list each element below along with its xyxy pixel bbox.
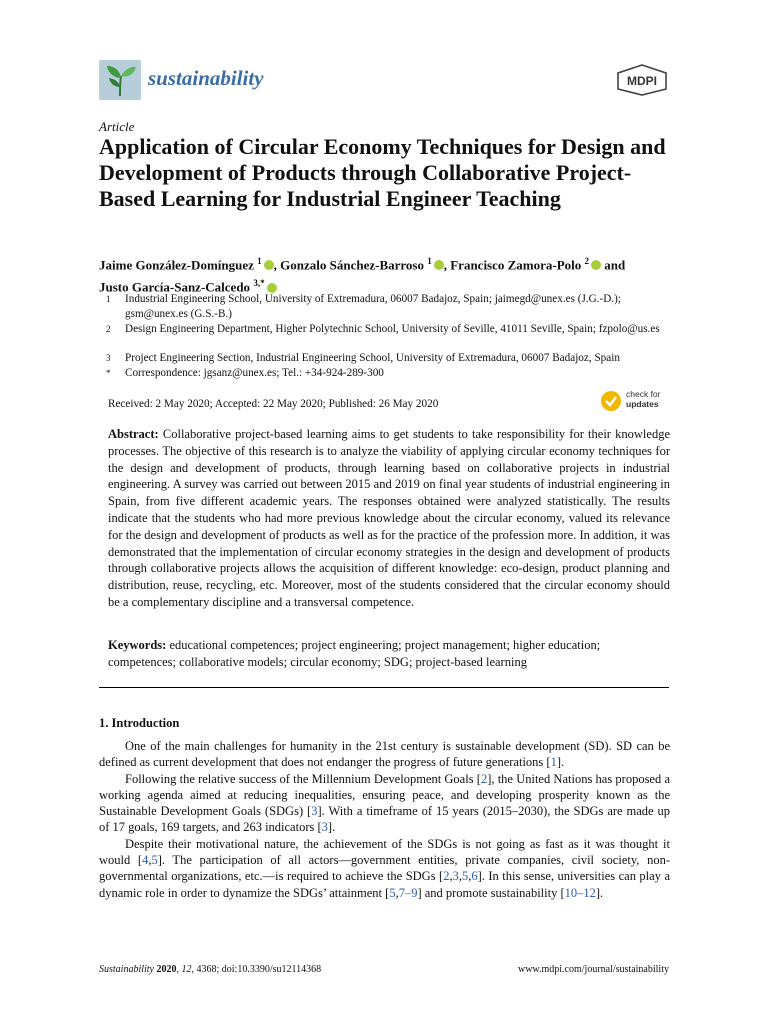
- paragraph-text: Following the relative success of the Millennium Development Goals [: [125, 771, 481, 786]
- author-list: [99, 252, 674, 297]
- keywords: [108, 637, 670, 671]
- mdpi-logo: [615, 64, 669, 96]
- check-updates-line1: check for: [626, 389, 661, 399]
- paragraph-text: ].: [327, 820, 336, 835]
- author-name[interactable]: Jaime González-Domínguez: [99, 257, 254, 273]
- keywords-text: educational competences; project engineering; project management; higher education; competences; collaborative models; circular economy; SDG; project-based learning: [108, 638, 601, 669]
- orcid-icon[interactable]: [434, 260, 444, 270]
- leaf-icon: [99, 60, 141, 100]
- divider: [99, 687, 669, 688]
- citation-link[interactable]: 2: [480, 771, 488, 786]
- author-affiliation-mark: 3,*: [253, 278, 265, 289]
- orcid-icon[interactable]: [264, 260, 274, 270]
- author-affiliation-mark: 1: [427, 256, 432, 266]
- paragraph: [99, 738, 670, 771]
- journal-logo: [99, 60, 141, 100]
- paragraph-text: ]. The participation of all actors—government entities, private companies, civil society, non-governmental organizations, etc.—is required to achieve the SDGs [: [99, 853, 670, 884]
- citation-link[interactable]: 4: [142, 853, 149, 868]
- citation-link[interactable]: 10–12: [564, 885, 596, 900]
- citation-link[interactable]: 2: [443, 869, 450, 884]
- abstract-text: Collaborative project-based learning aims to get students to take responsibility for their knowledge processes. The objective of this research is to analyze the viability of applying circular economy techniques for the design and development of products, through learning based on collaborative projects in industrial engineering. A survey was carried out between 2015 and 2019 on final year students of industrial engineering in Spain, from five different academic years. The responses obtained were analyzed statistically. The results indicate that the students who had more previous knowledge about the circular economy, valued its relevance for the design and development of products as well as for the practice of the profession more. In addition, it was demonstrated that the implementation of circular economy strategies in the design and development of products through collaborative projects allows the acquisition of different knowledge: eco-design, product planning and distribution, reuse, recycling, etc. Moreover, most of the students considered that the circular economy should be a complementary discipline and a transversal competence.: [108, 427, 670, 609]
- paragraph: [99, 836, 670, 901]
- paragraph-text: Despite their motivational nature, the achievement of the SDGs is not going as fast as it was thought it would [: [99, 836, 670, 868]
- paragraph-text: ,: [148, 853, 152, 868]
- author-separator: ,: [273, 257, 281, 273]
- affiliation-number: 3: [106, 353, 111, 363]
- author-affiliation-mark: 1: [257, 256, 262, 266]
- orcid-icon[interactable]: [591, 260, 601, 270]
- journal-name: sustainability: [148, 66, 264, 90]
- author-separator: ,: [443, 257, 451, 273]
- author-separator: and: [601, 257, 626, 273]
- paragraph-text: ].: [595, 885, 604, 900]
- affiliation: [99, 351, 671, 366]
- footer-year: 2020: [156, 964, 177, 975]
- abstract-label: Abstract:: [108, 427, 159, 441]
- citation-link[interactable]: 1: [550, 755, 557, 770]
- affiliation: [99, 292, 671, 322]
- paragraph-text: ].: [556, 755, 565, 770]
- check-for-updates-badge[interactable]: [600, 388, 672, 414]
- paragraph-text: ,: [458, 869, 462, 884]
- footer-url[interactable]: www.mdpi.com/journal/sustainability: [517, 964, 669, 975]
- affiliation-text: Design Engineering Department, Higher Polytechnic School, University of Seville, 41011 Seville, Spain; fzpolo@us.es: [125, 323, 660, 335]
- check-updates-line2: updates: [626, 399, 659, 409]
- publication-dates: Received: 2 May 2020; Accepted: 22 May 2020; Published: 26 May 2020: [108, 398, 439, 410]
- abstract: [108, 426, 670, 611]
- citation-link[interactable]: 7–9: [398, 885, 418, 900]
- affiliation-number: 2: [106, 324, 111, 334]
- paper-title: Application of Circular Economy Techniques for Design and Development of Products through Collaborative Project-Based Learning for Industrial Engineer Teaching: [99, 134, 666, 211]
- publisher-name: MDPI: [627, 74, 657, 88]
- affiliation-number: *: [106, 368, 111, 378]
- section-heading: 1. Introduction: [99, 716, 180, 730]
- section-body: [99, 738, 670, 901]
- citation-link[interactable]: 3: [321, 820, 328, 835]
- correspondence: [99, 366, 671, 381]
- paragraph-text: ]. With a timeframe of 15 years (2015–2030), the SDGs are made up of 17 goals, 169 targets, and 263 indicators [: [99, 804, 670, 835]
- citation-link[interactable]: 3: [452, 869, 459, 884]
- article-type: Article: [99, 119, 135, 134]
- citation-link[interactable]: 5: [461, 869, 469, 884]
- affiliation: [99, 322, 671, 352]
- paragraph: [99, 771, 670, 836]
- paragraph-text: ,: [449, 869, 453, 884]
- footer-volume: 12: [181, 964, 192, 975]
- paragraph-text: One of the main challenges for humanity in the 21st century is sustainable development (SD). SD can be defined as current development that does not endanger the progress of future generations [: [99, 739, 670, 770]
- citation-link[interactable]: 3: [311, 804, 318, 819]
- author-name[interactable]: Gonzalo Sánchez-Barroso: [280, 257, 424, 273]
- paragraph-text: ,: [395, 885, 399, 900]
- citation-link[interactable]: 6: [471, 869, 478, 884]
- author-name[interactable]: Francisco Zamora-Polo: [450, 257, 582, 273]
- paragraph-text: ], the United Nations has proposed a working agenda aimed at reducing inequalities, ensuring peace, and developing prosperity known as the Sustainable Development Goals (SDGs) [: [99, 771, 670, 819]
- paragraph-text: ,: [468, 869, 472, 884]
- paragraph-text: ]. In this sense, universities can play a dynamic role in order to dynamize the SDGs’ attainment [: [99, 869, 670, 900]
- affiliation-number: 1: [106, 294, 111, 304]
- footer-citation: Sustainability 2020, 12, 4368; doi:10.3390/su12114368: [99, 964, 322, 975]
- footer-doi: , 4368; doi:10.3390/su12114368: [191, 964, 322, 975]
- citation-link[interactable]: 5: [151, 853, 158, 868]
- paragraph-text: ] and promote sustainability [: [417, 885, 565, 900]
- author-affiliation-mark: 2: [584, 256, 590, 266]
- correspondence-text: Correspondence: jgsanz@unex.es; Tel.: +34-924-289-300: [125, 367, 384, 379]
- author-name[interactable]: Justo García-Sanz-Calcedo: [99, 279, 251, 295]
- affiliation-text: Project Engineering Section, Industrial Engineering School, University of Extremadura, 06007 Badajoz, Spain: [125, 352, 620, 364]
- footer-journal: Sustainability: [99, 964, 154, 975]
- keywords-label: Keywords:: [108, 638, 167, 652]
- affiliation-text: Industrial Engineering School, University of Extremadura, 06007 Badajoz, Spain; jaimegd@unex.es (J.G.-D.); gsm@unex.es (G.S.-B.): [125, 293, 621, 320]
- check-updates-icon: [600, 390, 622, 412]
- citation-link[interactable]: 5: [389, 885, 396, 900]
